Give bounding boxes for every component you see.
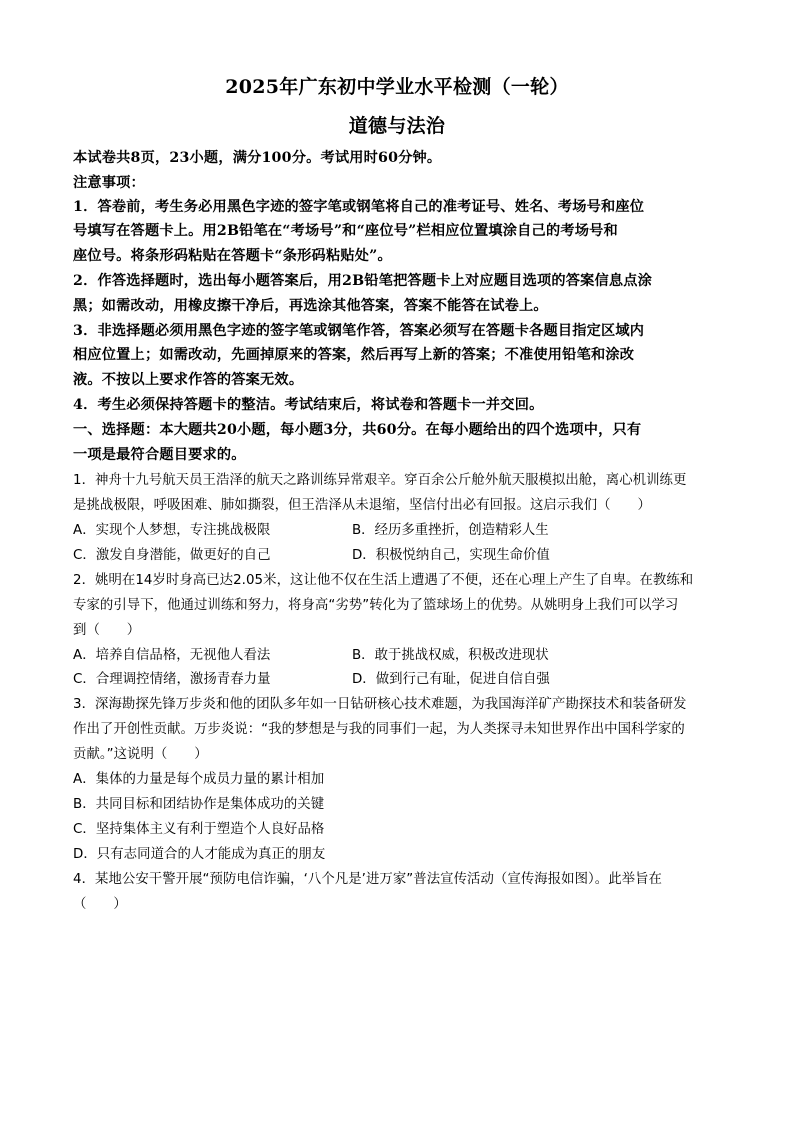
question-3-stem: 3．深海勘探先锋万步炎和他的团队多年如一日钻研核心技术难题，为我国海洋矿产勘探技术和装备研发 <box>73 697 687 712</box>
exam-title: 2025年广东初中学业水平检测（一轮） <box>225 76 569 98</box>
note-line: 座位号。将条形码粘贴在答题卡“条形码粘贴处”。 <box>73 248 392 264</box>
question-2-option-d: D．做到行己有耻，促进自信自强 <box>352 672 550 687</box>
section-heading-cont: 一项是最符合题目要求的。 <box>73 447 246 463</box>
question-4-stem: 4．某地公安干警开展“预防电信诈骗，‘八个凡是’进万家”普法宣传活动（宣传海报如图）。此举旨在 <box>73 872 662 887</box>
question-3-stem: 贡献。”这说明（ ） <box>73 747 208 762</box>
note-line: 4．考生必须保持答题卡的整洁。考试结束后，将试卷和答题卡一并交回。 <box>73 397 544 413</box>
question-3-option-a: A．集体的力量是每个成员力量的累计相加 <box>73 772 325 787</box>
section-heading: 一、选择题：本大题共20小题，每小题3分，共60分。在每小题给出的四个选项中，只有 <box>73 422 642 438</box>
note-line: 相应位置上；如需改动，先画掉原来的答案，然后再写上新的答案；不准使用铅笔和涂改 <box>73 347 635 363</box>
exam-intro: 本试卷共8页，23小题，满分100分。考试用时60分钟。 <box>73 150 442 166</box>
question-3-option-b: B．共同目标和团结协作是集体成功的关键 <box>73 797 325 812</box>
subject-title: 道德与法治 <box>348 115 446 137</box>
note-line: 液。不按以上要求作答的答案无效。 <box>73 372 304 388</box>
question-2-stem: 2．姚明在14岁时身高已达2.05米，这让他不仅在生活上遭遇了不便，还在心理上产生了自卑。在教练和 <box>73 573 694 588</box>
question-3-option-c: C．坚持集体主义有利于塑造个人良好品格 <box>73 822 325 837</box>
question-2-stem: 专家的引导下，他通过训练和努力，将身高“劣势”转化为了篮球场上的优势。从姚明身上我们可以学习 <box>73 598 679 613</box>
question-1-option-b: B．经历多重挫折，创造精彩人生 <box>352 523 549 538</box>
question-2-option-a: A．培养自信品格，无视他人看法 <box>73 648 271 663</box>
question-3-stem: 作出了开创性贡献。万步炎说：“我的梦想是与我的同事们一起，为人类探寻未知世界作出中国科学家的 <box>73 722 685 737</box>
question-1-option-d: D．积极悦纳自己，实现生命价值 <box>352 548 550 563</box>
question-2-option-c: C．合理调控情绪，激扬青春力量 <box>73 672 271 687</box>
question-1-option-a: A．实现个人梦想，专注挑战极限 <box>73 523 271 538</box>
question-2-option-b: B．敢于挑战权威，积极改进现状 <box>352 648 549 663</box>
question-1-stem: 1．神舟十九号航天员王浩泽的航天之路训练异常艰辛。穿百余公斤舱外航天服模拟出舱，离心机训练更 <box>73 473 687 488</box>
note-line: 黑；如需改动，用橡皮擦干净后，再选涂其他答案，答案不能答在试卷上。 <box>73 298 548 314</box>
note-line: 2．作答选择题时，选出每小题答案后，用2B铅笔把答题卡上对应题目选项的答案信息点涂 <box>73 273 653 289</box>
question-4-stem: （ ） <box>73 897 127 912</box>
note-line: 3．非选择题必须用黑色字迹的签字笔或钢笔作答，答案必须写在答题卡各题目指定区域内 <box>73 323 645 339</box>
notes-heading: 注意事项： <box>73 175 145 191</box>
question-1-stem: 是挑战极限，呼吸困难、肺如撕裂，但王浩泽从未退缩，坚信付出必有回报。这启示我们（ ） <box>73 498 651 513</box>
note-line: 1．答卷前，考生务必用黑色字迹的签字笔或钢笔将自己的准考证号、姓名、考场号和座位 <box>73 199 645 215</box>
question-1-option-c: C．激发自身潜能，做更好的自己 <box>73 548 271 563</box>
question-3-option-d: D．只有志同道合的人才能成为真正的朋友 <box>73 847 326 862</box>
note-line: 号填写在答题卡上。用2B铅笔在“考场号”和“座位号”栏相应位置填涂自己的考场号和 <box>73 223 618 239</box>
question-2-stem: 到（ ） <box>73 623 141 638</box>
